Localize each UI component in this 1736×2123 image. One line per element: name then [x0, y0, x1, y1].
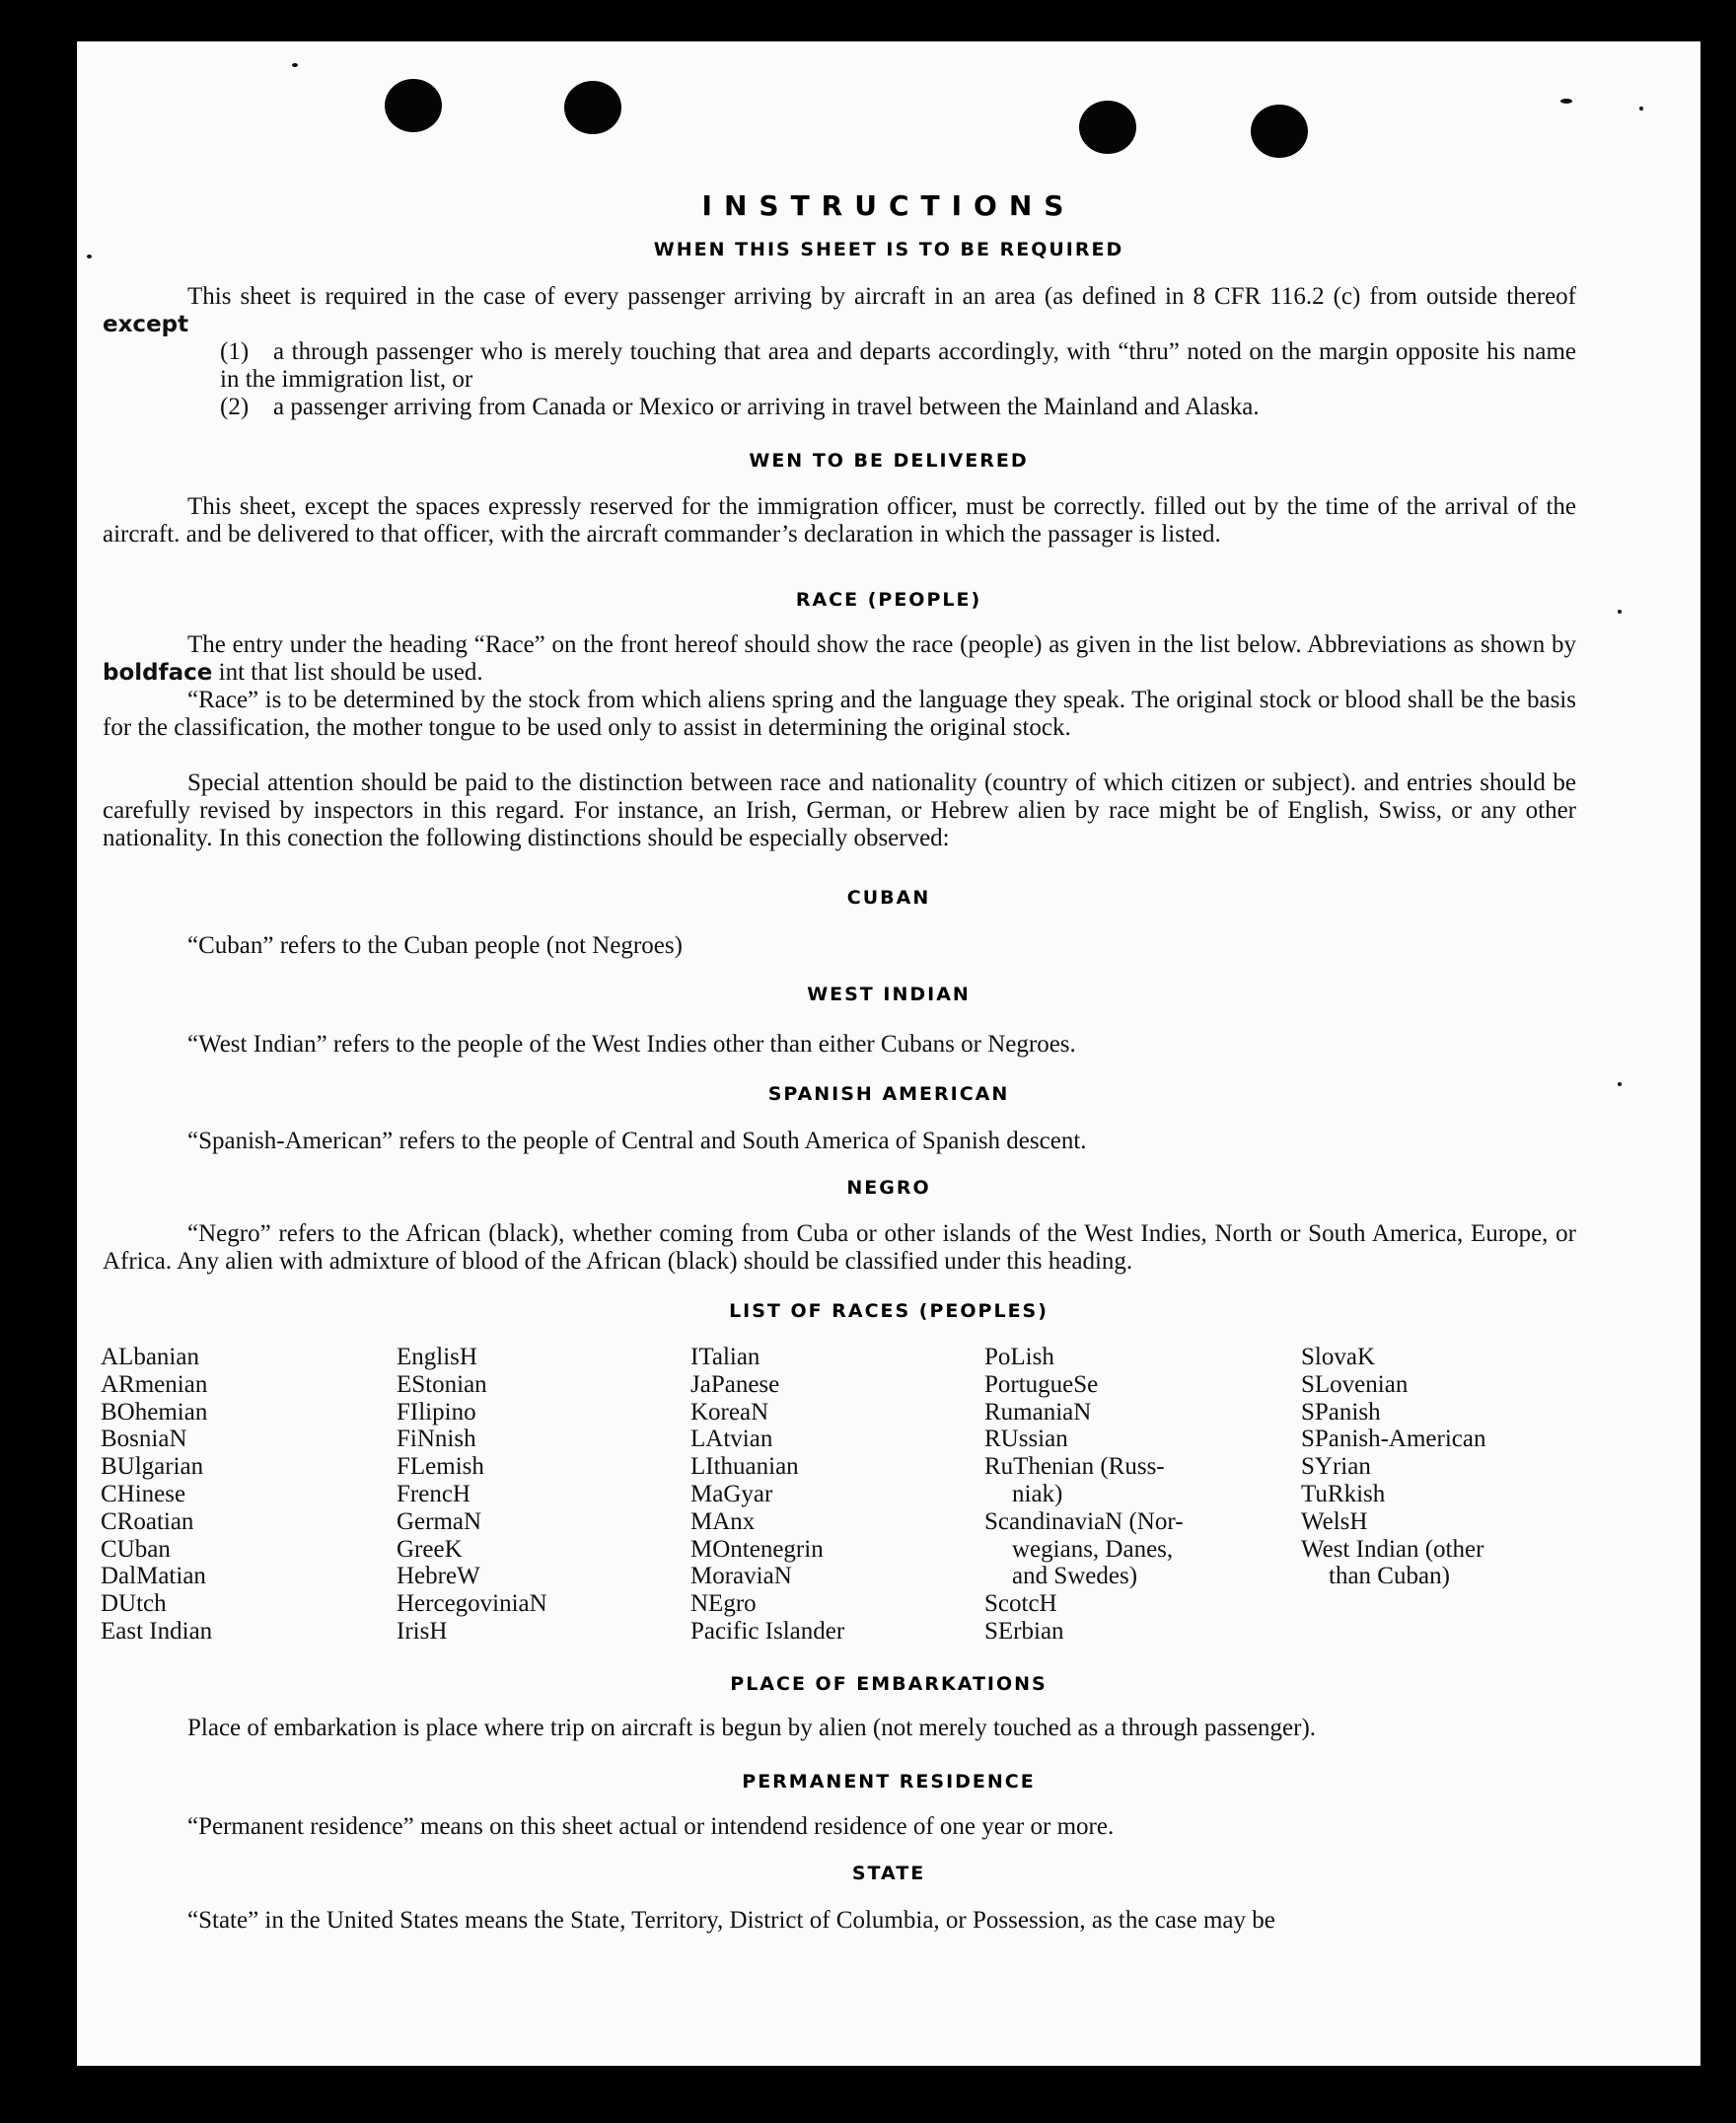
race-entry: MoraviaN: [690, 1563, 792, 1590]
heading-cuban: CUBAN: [846, 887, 931, 909]
race-entry: LIthuanian: [690, 1453, 799, 1481]
west-indian-text: “West Indian” refers to the people of the West Indies other than either Cubans or Negroes.: [187, 1031, 1076, 1058]
races-column-5: [1301, 1344, 1485, 1590]
race-entry: PoLish: [984, 1344, 1054, 1370]
race-entry-continuation: and Swedes): [1012, 1563, 1138, 1590]
item-text: a through passenger who is merely touching that area and departs accordingly, with “thru” noted on the margin opposite his name in the immigration list, or: [220, 338, 1576, 393]
race-entry-continuation: niak): [1012, 1480, 1063, 1507]
cuban-text: “Cuban” refers to the Cuban people (not Negroes): [187, 932, 683, 959]
race-entry: IrisH: [397, 1617, 448, 1645]
punch-hole: [1251, 105, 1308, 158]
race-entry: BUlgarian: [101, 1453, 204, 1481]
races-column-1: [101, 1344, 212, 1646]
race-entry: HebreW: [397, 1563, 480, 1590]
race-entry: RumaniaN: [984, 1398, 1092, 1426]
race-entry: GreeK: [397, 1535, 463, 1563]
race-entry: DalMatian: [101, 1563, 206, 1590]
punch-hole: [1079, 101, 1136, 154]
race-entry: MaGyar: [690, 1480, 773, 1507]
race-entry: BosniaN: [101, 1426, 187, 1453]
heading-when-required: WHEN THIS SHEET IS TO BE REQUIRED: [653, 239, 1124, 260]
race-entry: RuThenian (Russ-: [984, 1453, 1165, 1481]
race-entry: WelsH: [1301, 1507, 1368, 1535]
race-entry: PortugueSe: [984, 1370, 1099, 1398]
race-entry: FrencH: [397, 1480, 470, 1507]
heading-instructions: INSTRUCTIONS: [701, 189, 1076, 222]
race-entry: MOntenegrin: [690, 1535, 824, 1563]
race-entry-continuation: than Cuban): [1329, 1563, 1450, 1590]
except-bold: except: [103, 312, 189, 337]
race-entry: RUssian: [984, 1426, 1068, 1453]
race-entry: FLemish: [397, 1453, 484, 1481]
place-embarkation-text: Place of embarkation is place where trip on aircraft is begun by alien (not merely touched as a through passenger).: [187, 1715, 1317, 1741]
race-entry: MAnx: [690, 1507, 756, 1535]
heading-place-of-embarkations: PLACE OF EMBARKATIONS: [730, 1673, 1048, 1695]
race-entry: SPanish: [1301, 1398, 1381, 1426]
item-number: (1): [220, 338, 250, 365]
speck: [292, 63, 298, 67]
race-entry: FIlipino: [397, 1398, 476, 1426]
races-column-3: [690, 1344, 844, 1646]
heading-permanent-residence: PERMANENT RESIDENCE: [742, 1771, 1036, 1793]
spanish-american-text: “Spanish-American” refers to the people of Central and South America of Spanish descent.: [187, 1128, 1087, 1154]
race-entry: East Indian: [101, 1617, 213, 1645]
race-entry: ScotcH: [984, 1590, 1057, 1618]
document-page: [77, 41, 1700, 2066]
race-entry: West Indian (other: [1301, 1535, 1484, 1563]
heading-when-delivered: WEN TO BE DELIVERED: [749, 450, 1029, 472]
speck: [1560, 99, 1572, 104]
race-entry: CUban: [101, 1535, 171, 1563]
race-entry: EStonian: [397, 1370, 487, 1398]
race-entry: HercegoviniaN: [397, 1590, 547, 1618]
exception-item-2: [220, 394, 1576, 421]
when-required-text-a: This sheet is required in the case of every passenger arriving by aircraft in an area (as defined in 8 CFR 116.2 (c) from outside thereof: [187, 283, 1576, 310]
race-entry: ALbanian: [101, 1344, 199, 1370]
race-text-b: int that list should be used.: [212, 659, 483, 686]
exception-item-1: [220, 338, 1576, 394]
item-number: (2): [220, 394, 250, 420]
race-entry: GermaN: [397, 1507, 482, 1535]
punch-hole: [564, 81, 621, 134]
race-entry: TuRkish: [1301, 1480, 1386, 1507]
race-entry: CHinese: [101, 1480, 186, 1507]
race-text-a: The entry under the heading “Race” on the front hereof should show the race (people) as given in the list below. Abbreviations as shown by: [187, 631, 1576, 658]
heading-negro: NEGRO: [846, 1177, 931, 1199]
race-entry: KoreaN: [690, 1398, 769, 1426]
race-paragraph-3: Special attention should be paid to the distinction between race and nationality (country of which citizen or subject). and entries should be carefully revised by inspectors in this regard. For instance, an Irish, German, or Hebrew alien by race might be of English, Swiss, or any other nationality. In this conection the following distinctions should be especially observed:: [103, 769, 1576, 851]
race-entry: DUtch: [101, 1590, 167, 1618]
state-text: “State” in the United States means the State, Territory, District of Columbia, or Possession, as the case may be: [187, 1907, 1275, 1934]
race-entry-continuation: wegians, Danes,: [1012, 1535, 1174, 1563]
heading-race: RACE (PEOPLE): [795, 589, 982, 611]
race-entry: LAtvian: [690, 1426, 773, 1453]
races-column-2: [397, 1344, 547, 1646]
heading-state: STATE: [851, 1863, 926, 1884]
punch-hole: [385, 79, 442, 132]
races-column-4: [984, 1344, 1184, 1646]
race-entry: NEgro: [690, 1590, 757, 1618]
race-entry: FiNnish: [397, 1426, 476, 1453]
race-entry: ITalian: [690, 1344, 760, 1370]
race-entry: SErbian: [984, 1617, 1064, 1645]
race-entry: SLovenian: [1301, 1370, 1409, 1398]
when-required-text: [103, 283, 1576, 338]
boldface-bold: boldface: [103, 660, 213, 686]
race-entry: BOhemian: [101, 1398, 208, 1426]
race-entry: SlovaK: [1301, 1344, 1375, 1370]
heading-west-indian: WEST INDIAN: [807, 984, 971, 1005]
heading-spanish-american: SPANISH AMERICAN: [767, 1083, 1010, 1105]
race-entry: SYrian: [1301, 1453, 1371, 1481]
race-entry: Pacific Islander: [690, 1617, 845, 1645]
speck: [1639, 107, 1643, 110]
negro-text: “Negro” refers to the African (black), whether coming from Cuba or other islands of the West Indies, North or South America, Europe, or Africa. Any alien with admixture of blood of the African (black) should be classified under this heading.: [103, 1220, 1576, 1275]
race-entry: SPanish-American: [1301, 1426, 1486, 1453]
race-entry: ARmenian: [101, 1370, 208, 1398]
heading-list-of-races: LIST OF RACES (PEOPLES): [729, 1300, 1049, 1322]
race-entry: JaPanese: [690, 1370, 780, 1398]
race-paragraph-1: [103, 631, 1576, 687]
permanent-residence-text: “Permanent residence” means on this sheet actual or intendend residence of one year or more.: [187, 1813, 1115, 1840]
race-paragraph-2: “Race” is to be determined by the stock from which aliens spring and the language they speak. The original stock or blood shall be the basis for the classification, the mother tongue to be used only to assist in determining the original stock.: [103, 687, 1576, 741]
race-entry: CRoatian: [101, 1507, 194, 1535]
when-delivered-text: This sheet, except the spaces expressly reserved for the immigration officer, must be correctly. filled out by the time of the arrival of the aircraft. and be delivered to that officer, with the aircraft commander’s declaration in which the passager is listed.: [103, 493, 1576, 548]
race-entry: EnglisH: [397, 1344, 477, 1370]
item-text: a passenger arriving from Canada or Mexico or arriving in travel between the Mainland and Alaska.: [273, 394, 1260, 420]
race-entry: ScandinaviaN (Nor-: [984, 1507, 1184, 1535]
